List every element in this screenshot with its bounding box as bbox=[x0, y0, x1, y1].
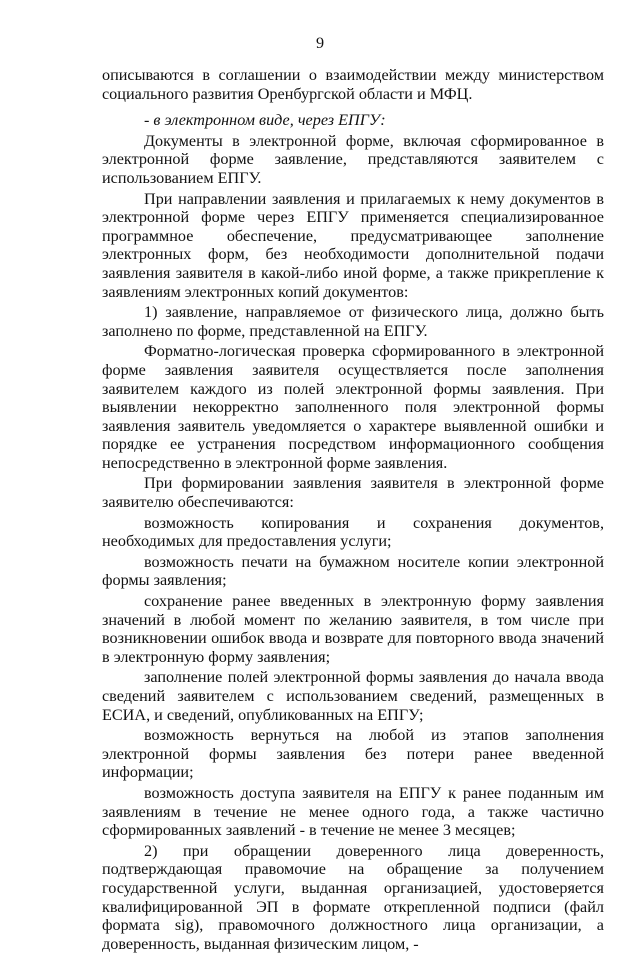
list-item: сохранение ранее введенных в электронную форму заявления значений в любой момент по желанию заявителя, в том числе при возникновении ошибок ввода и возврате для повторного ввода значений в электронную форму заявления; bbox=[102, 592, 604, 666]
paragraph: При формировании заявления заявителя в электронной форме заявителю обеспечиваются: bbox=[102, 474, 604, 512]
list-item: возможность копирования и сохранения документов, необходимых для предоставления услуги; bbox=[102, 513, 604, 551]
list-item: возможность вернуться на любой из этапов заполнения электронной формы заявления без потери ранее введенной информации; bbox=[102, 726, 604, 782]
paragraph: Форматно-логическая проверка сформированного в электронной форме заявления заявителя осуществляется после заполнения заявителем каждого из полей электронной формы заявления. При выявлении некорректно заполненного поля электронной формы заявления заявитель уведомляется о характере выявленной ошибки и порядке ее устранения посредством информационного сообщения непосредственно в электронной форме заявления. bbox=[102, 342, 604, 472]
paragraph: При направлении заявления и прилагаемых к нему документов в электронной форме через ЕПГУ применяется специализированное программное обеспечение, предусматривающее заполнение электронных форм, без необходимости дополнительной подачи заявления заявителя в какой-либо иной форме, а также прикрепление к заявлениям электронных копий документов: bbox=[102, 189, 604, 301]
paragraph: 1) заявление, направляемое от физического лица, должно быть заполнено по форме, представленной на ЕПГУ. bbox=[102, 303, 604, 340]
list-item: возможность доступа заявителя на ЕПГУ к ранее поданным им заявлениям в течение не менее одного года, а также частично сформированных заявлений - в течение не менее 3 месяцев; bbox=[102, 783, 604, 840]
document-body bbox=[102, 66, 604, 955]
page-number: 9 bbox=[315, 34, 325, 52]
paragraph: описываются в соглашении о взаимодействии между министерством социального развития Оренбургской области и МФЦ. bbox=[102, 66, 604, 103]
list-item: заполнение полей электронной формы заявления до начала ввода сведений заявителем с использованием сведений, размещенных в ЕСИА, и сведений, опубликованных на ЕПГУ; bbox=[102, 668, 604, 724]
paragraph: 2) при обращении доверенного лица доверенность, подтверждающая правомочие на обращение за получением государственной услуги, выданная организацией, удостоверяется квалифицированной ЭП в формате открепленной подписи (файл формата sig), правомочного должностного лица организации, а доверенность, выданная физическим лицом, - bbox=[102, 841, 604, 953]
list-item: возможность печати на бумажном носителе копии электронной формы заявления; bbox=[102, 552, 604, 590]
section-heading: - в электронном виде, через ЕПГУ: bbox=[144, 111, 386, 130]
paragraph: Документы в электронной форме, включая сформированное в электронной форме заявление, представляются заявителем с использованием ЕПГУ. bbox=[102, 131, 604, 187]
